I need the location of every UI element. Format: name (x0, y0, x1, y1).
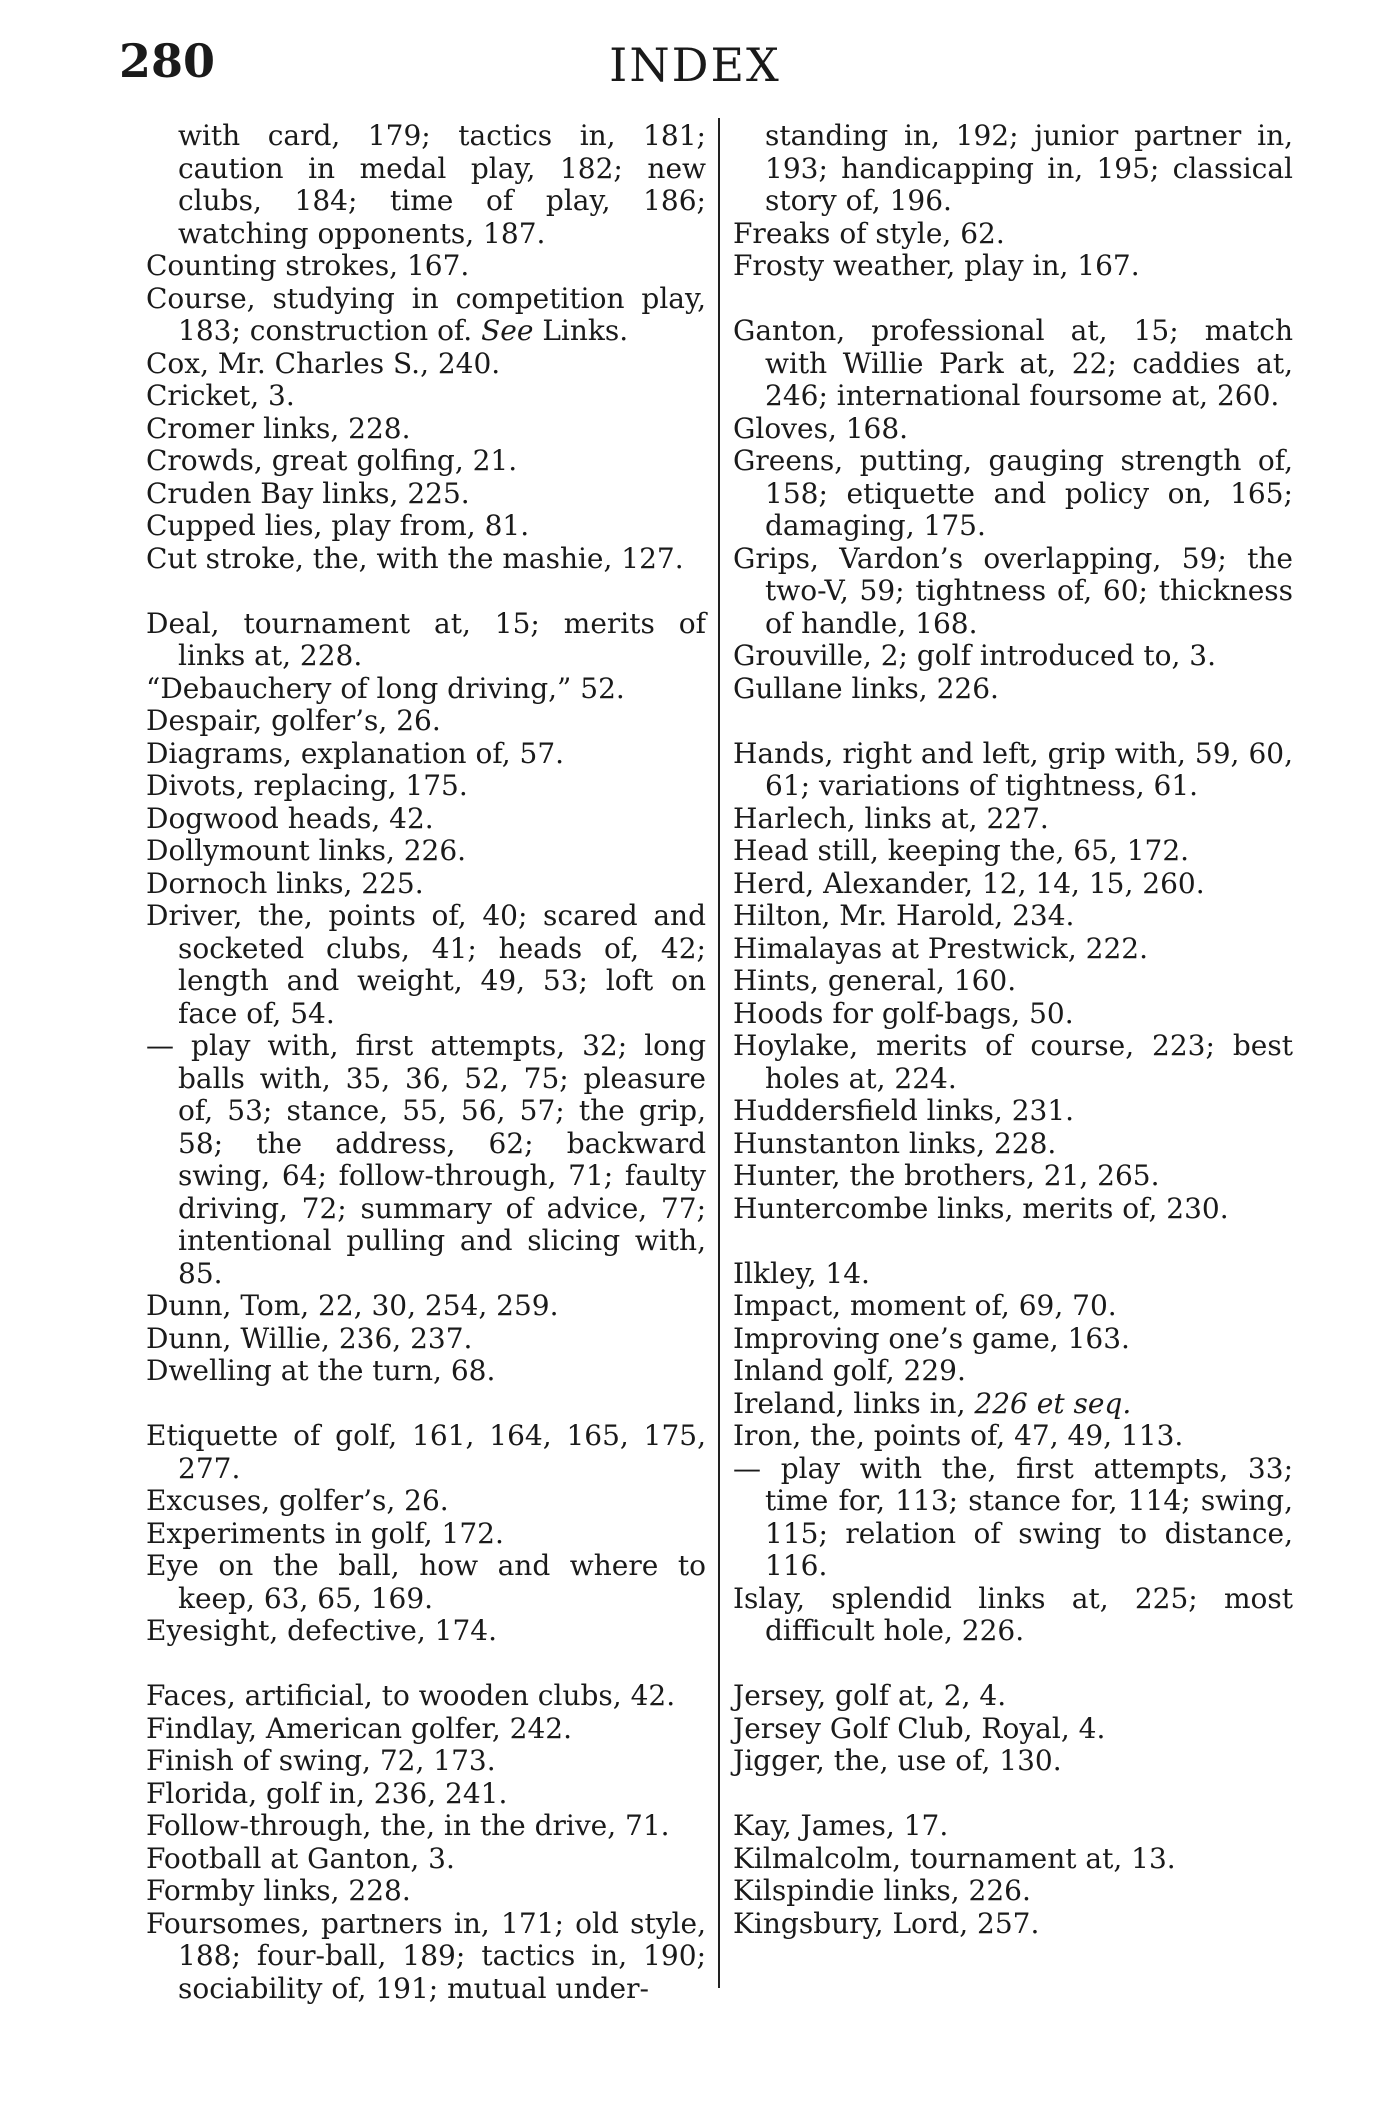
index-entry (146, 510, 706, 543)
index-entry (146, 1550, 706, 1615)
index-entry-text: Improving one’s game, 163. (733, 1321, 1130, 1355)
index-entry-text: Grips, Vardon’s overlapping, 59; the two-V, 59; tightness of, 60; thickness of handle, 168. (733, 541, 1293, 640)
index-entry (733, 998, 1293, 1031)
index-entry (146, 1810, 706, 1843)
index-entry (733, 120, 1293, 218)
section-gap (733, 705, 1293, 738)
index-entry (146, 1030, 706, 1290)
index-entry-text: Freaks of style, 62. (733, 216, 1005, 250)
index-entry (146, 1680, 706, 1713)
index-entry (146, 1778, 706, 1811)
index-entry-text: Dwelling at the turn, 68. (146, 1354, 496, 1387)
index-entry-text: Cupped lies, play from, 81. (146, 509, 530, 542)
index-entry-text: Kingsbury, Lord, 257. (733, 1906, 1040, 1940)
index-entry (733, 738, 1293, 803)
index-entry (146, 120, 706, 250)
index-entry (733, 1810, 1293, 1843)
index-entry-text: standing in, 192; junior partner in, 193; handicapping in, 195; classical story of, 196. (765, 119, 1293, 217)
index-entry (146, 1908, 706, 2006)
index-entry-text: Head still, keeping the, 65, 172. (733, 834, 1190, 867)
index-entry (733, 1583, 1293, 1648)
index-entry (733, 1745, 1293, 1778)
left-column (146, 120, 706, 2005)
index-entry-text: Jersey, golf at, 2, 4. (733, 1679, 1007, 1712)
index-entry (146, 770, 706, 803)
index-entry-text: Kay, James, 17. (733, 1809, 949, 1842)
index-entry (146, 478, 706, 511)
index-entry-text: Hints, general, 160. (733, 964, 1017, 997)
index-entry (146, 608, 706, 673)
index-entry-text: Eyesight, defective, 174. (146, 1614, 498, 1647)
right-column (733, 120, 1293, 1940)
index-entry-text: Herd, Alexander, 12, 14, 15, 260. (733, 866, 1205, 900)
index-entry (733, 803, 1293, 836)
index-entry-text: Faces, artificial, to wooden clubs, 42. (146, 1679, 676, 1712)
index-entry (146, 900, 706, 1030)
index-entry (146, 1518, 706, 1551)
index-entry (146, 413, 706, 446)
index-entry (733, 1095, 1293, 1128)
index-entry-text: Foursomes, partners in, 171; old style, 188; four-ball, 189; tactics in, 190; sociability of, 191; mutual under- (146, 1906, 706, 2005)
index-entry (146, 738, 706, 771)
index-entry-text: Counting strokes, 167. (146, 249, 470, 282)
index-entry (733, 413, 1293, 446)
index-entry-text: Experiments in golf, 172. (146, 1516, 504, 1550)
index-entry (146, 1713, 706, 1746)
index-entry (733, 1160, 1293, 1193)
index-entry-text: with card, 179; tactics in, 181; caution in medal play, 182; new clubs, 184; time of play, 186; watching opponents, 187. (178, 119, 706, 250)
index-entry-text: Jigger, the, use of, 130. (733, 1744, 1062, 1777)
index-entry-text: Kilmalcolm, tournament at, 13. (733, 1841, 1176, 1875)
index-entry-italic: 226 et seq. (974, 1386, 1132, 1420)
section-gap (733, 1648, 1293, 1681)
index-entry-text: Cox, Mr. Charles S., 240. (146, 346, 501, 380)
index-entry (733, 218, 1293, 251)
index-entry-text: Cromer links, 228. (146, 411, 411, 445)
index-entry (146, 1290, 706, 1323)
index-entry (733, 250, 1293, 283)
index-entry (146, 380, 706, 413)
index-entry (733, 1713, 1293, 1746)
index-entry (146, 1355, 706, 1388)
index-entry-text: Ireland, links in, (733, 1386, 966, 1420)
index-entry-text: Huddersfield links, 231. (733, 1094, 1075, 1127)
index-entry-text: Hunstanton links, 228. (733, 1126, 1057, 1160)
index-entry (146, 705, 706, 738)
index-entry (146, 1485, 706, 1518)
index-entry (146, 803, 706, 836)
index-entry-text: Gullane links, 226. (733, 671, 999, 705)
index-entry-text: Findlay, American golfer, 242. (146, 1711, 573, 1745)
page-number: 280 (119, 34, 216, 88)
index-entry (733, 835, 1293, 868)
index-entry (146, 835, 706, 868)
index-entry-text: Crowds, great golfing, 21. (146, 444, 518, 477)
section-gap (146, 1388, 706, 1421)
index-entry (733, 933, 1293, 966)
index-entry-text: Ganton, professional at, 15; match with Willie Park at, 22; caddies at, 246; international foursome at, 260. (733, 314, 1293, 412)
index-entry-text: Finish of swing, 72, 173. (146, 1744, 496, 1777)
index-entry (146, 1875, 706, 1908)
index-entry-text: Kilspindie links, 226. (733, 1874, 1031, 1907)
page-title: INDEX (609, 38, 781, 92)
index-entry-text: — play with, first attempts, 32; long balls with, 35, 36, 52, 75; pleasure of, 53; stance, 55, 56, 57; the grip, 58; the address, 62; backward swing, 64; follow-through, 71; faulty driving, 72; summary of advice, 77; intentional pulling and slicing with, 85. (146, 1029, 706, 1290)
index-entry (146, 1420, 706, 1485)
section-gap (733, 1225, 1293, 1258)
index-entry (146, 1843, 706, 1876)
index-entry-text: Dogwood heads, 42. (146, 801, 434, 835)
index-entry-text: — play with the, first attempts, 33; time for, 113; stance for, 114; swing, 115; relation of swing to distance, 116. (733, 1451, 1293, 1582)
index-entry-text: Excuses, golfer’s, 26. (146, 1484, 449, 1517)
index-entry (733, 640, 1293, 673)
index-entry-text: Cruden Bay links, 225. (146, 476, 470, 510)
index-entry-text: Follow-through, the, in the drive, 71. (146, 1809, 670, 1842)
index-entry-text: Hands, right and left, grip with, 59, 60, 61; variations of tightness, 61. (733, 736, 1293, 802)
index-entry-text: Despair, golfer’s, 26. (146, 704, 441, 737)
index-entry-text: Islay, splendid links at, 225; most difficult hole, 226. (733, 1581, 1293, 1647)
index-entry-text: Huntercombe links, merits of, 230. (733, 1191, 1229, 1225)
index-entry (733, 1128, 1293, 1161)
index-entry-text: Dornoch links, 225. (146, 866, 424, 900)
index-entry-text: Greens, putting, gauging strength of, 158; etiquette and policy on, 165; damaging, 175. (733, 444, 1293, 542)
index-entry-text: Dunn, Willie, 236, 237. (146, 1321, 473, 1355)
index-entry (146, 348, 706, 381)
index-entry (146, 1323, 706, 1356)
index-entry (146, 1615, 706, 1648)
index-entry-text: Gloves, 168. (733, 411, 909, 445)
index-entry-text: “Debauchery of long driving,” 52. (146, 671, 625, 705)
index-entry (733, 543, 1293, 641)
index-entry-text: Ilkley, 14. (733, 1256, 870, 1290)
index-entry (733, 1420, 1293, 1453)
index-entry-text: Harlech, links at, 227. (733, 801, 1049, 835)
index-entry (733, 900, 1293, 933)
index-entry (146, 283, 706, 348)
index-entry-text: Deal, tournament at, 15; merits of links at, 228. (146, 606, 706, 672)
index-entry (733, 1908, 1293, 1941)
index-entry (146, 673, 706, 706)
index-entry (733, 1323, 1293, 1356)
index-entry (146, 543, 706, 576)
index-entry-text: Football at Ganton, 3. (146, 1841, 455, 1875)
index-entry-tail: Links. (533, 314, 629, 347)
index-entry-text: Impact, moment of, 69, 70. (733, 1289, 1117, 1322)
index-entry (146, 250, 706, 283)
index-entry-text: Jersey Golf Club, Royal, 4. (733, 1711, 1106, 1745)
index-entry-text: Himalayas at Prestwick, 222. (733, 931, 1149, 965)
index-entry-text: Dollymount links, 226. (146, 834, 467, 867)
index-entry-text: Cricket, 3. (146, 379, 295, 412)
index-entry-text: Iron, the, points of, 47, 49, 113. (733, 1419, 1184, 1452)
index-entry-text: Hilton, Mr. Harold, 234. (733, 899, 1075, 932)
index-entry (733, 315, 1293, 413)
index-entry-text: Etiquette of golf, 161, 164, 165, 175, 277. (146, 1419, 706, 1485)
index-entry (733, 1290, 1293, 1323)
index-entry-italic: See (481, 314, 534, 347)
index-entry (733, 1843, 1293, 1876)
section-gap (146, 1648, 706, 1681)
index-entry (733, 1875, 1293, 1908)
index-entry (146, 1745, 706, 1778)
index-entry-text: Hoylake, merits of course, 223; best holes at, 224. (733, 1029, 1293, 1095)
index-entry-text: Dunn, Tom, 22, 30, 254, 259. (146, 1289, 559, 1322)
section-gap (733, 283, 1293, 316)
index-entry (733, 1453, 1293, 1583)
index-entry-text: Hunter, the brothers, 21, 265. (733, 1159, 1160, 1192)
index-entry (146, 868, 706, 901)
index-entry-text: Divots, replacing, 175. (146, 769, 468, 802)
column-divider (718, 118, 720, 1988)
index-entry-text: Driver, the, points of, 40; scared and socketed clubs, 41; heads of, 42; length and weight, 49, 53; loft on face of, 54. (146, 899, 706, 1030)
index-entry-text: Course, studying in competition play, 183; construction of. (146, 281, 706, 347)
index-entry (733, 1030, 1293, 1095)
index-entry (733, 445, 1293, 543)
index-entry (733, 868, 1293, 901)
index-entry-text: Frosty weather, play in, 167. (733, 249, 1140, 282)
index-entry (733, 1355, 1293, 1388)
index-entry-text: Grouville, 2; golf introduced to, 3. (733, 639, 1216, 672)
index-entry-text: Inland golf, 229. (733, 1354, 966, 1387)
index-entry-text: Eye on the ball, how and where to keep, 63, 65, 169. (146, 1549, 706, 1615)
index-entry (146, 445, 706, 478)
index-entry (733, 1193, 1293, 1226)
index-entry (733, 965, 1293, 998)
index-entry-text: Diagrams, explanation of, 57. (146, 736, 565, 770)
index-entry-text: Florida, golf in, 236, 241. (146, 1776, 508, 1810)
index-entry (733, 1258, 1293, 1291)
index-entry (733, 673, 1293, 706)
section-gap (146, 575, 706, 608)
index-entry-text: Cut stroke, the, with the mashie, 127. (146, 541, 684, 575)
section-gap (733, 1778, 1293, 1811)
index-entry-text: Hoods for golf-bags, 50. (733, 996, 1074, 1030)
index-entry-text: Formby links, 228. (146, 1874, 411, 1907)
index-entry (733, 1680, 1293, 1713)
index-entry (733, 1388, 1293, 1421)
